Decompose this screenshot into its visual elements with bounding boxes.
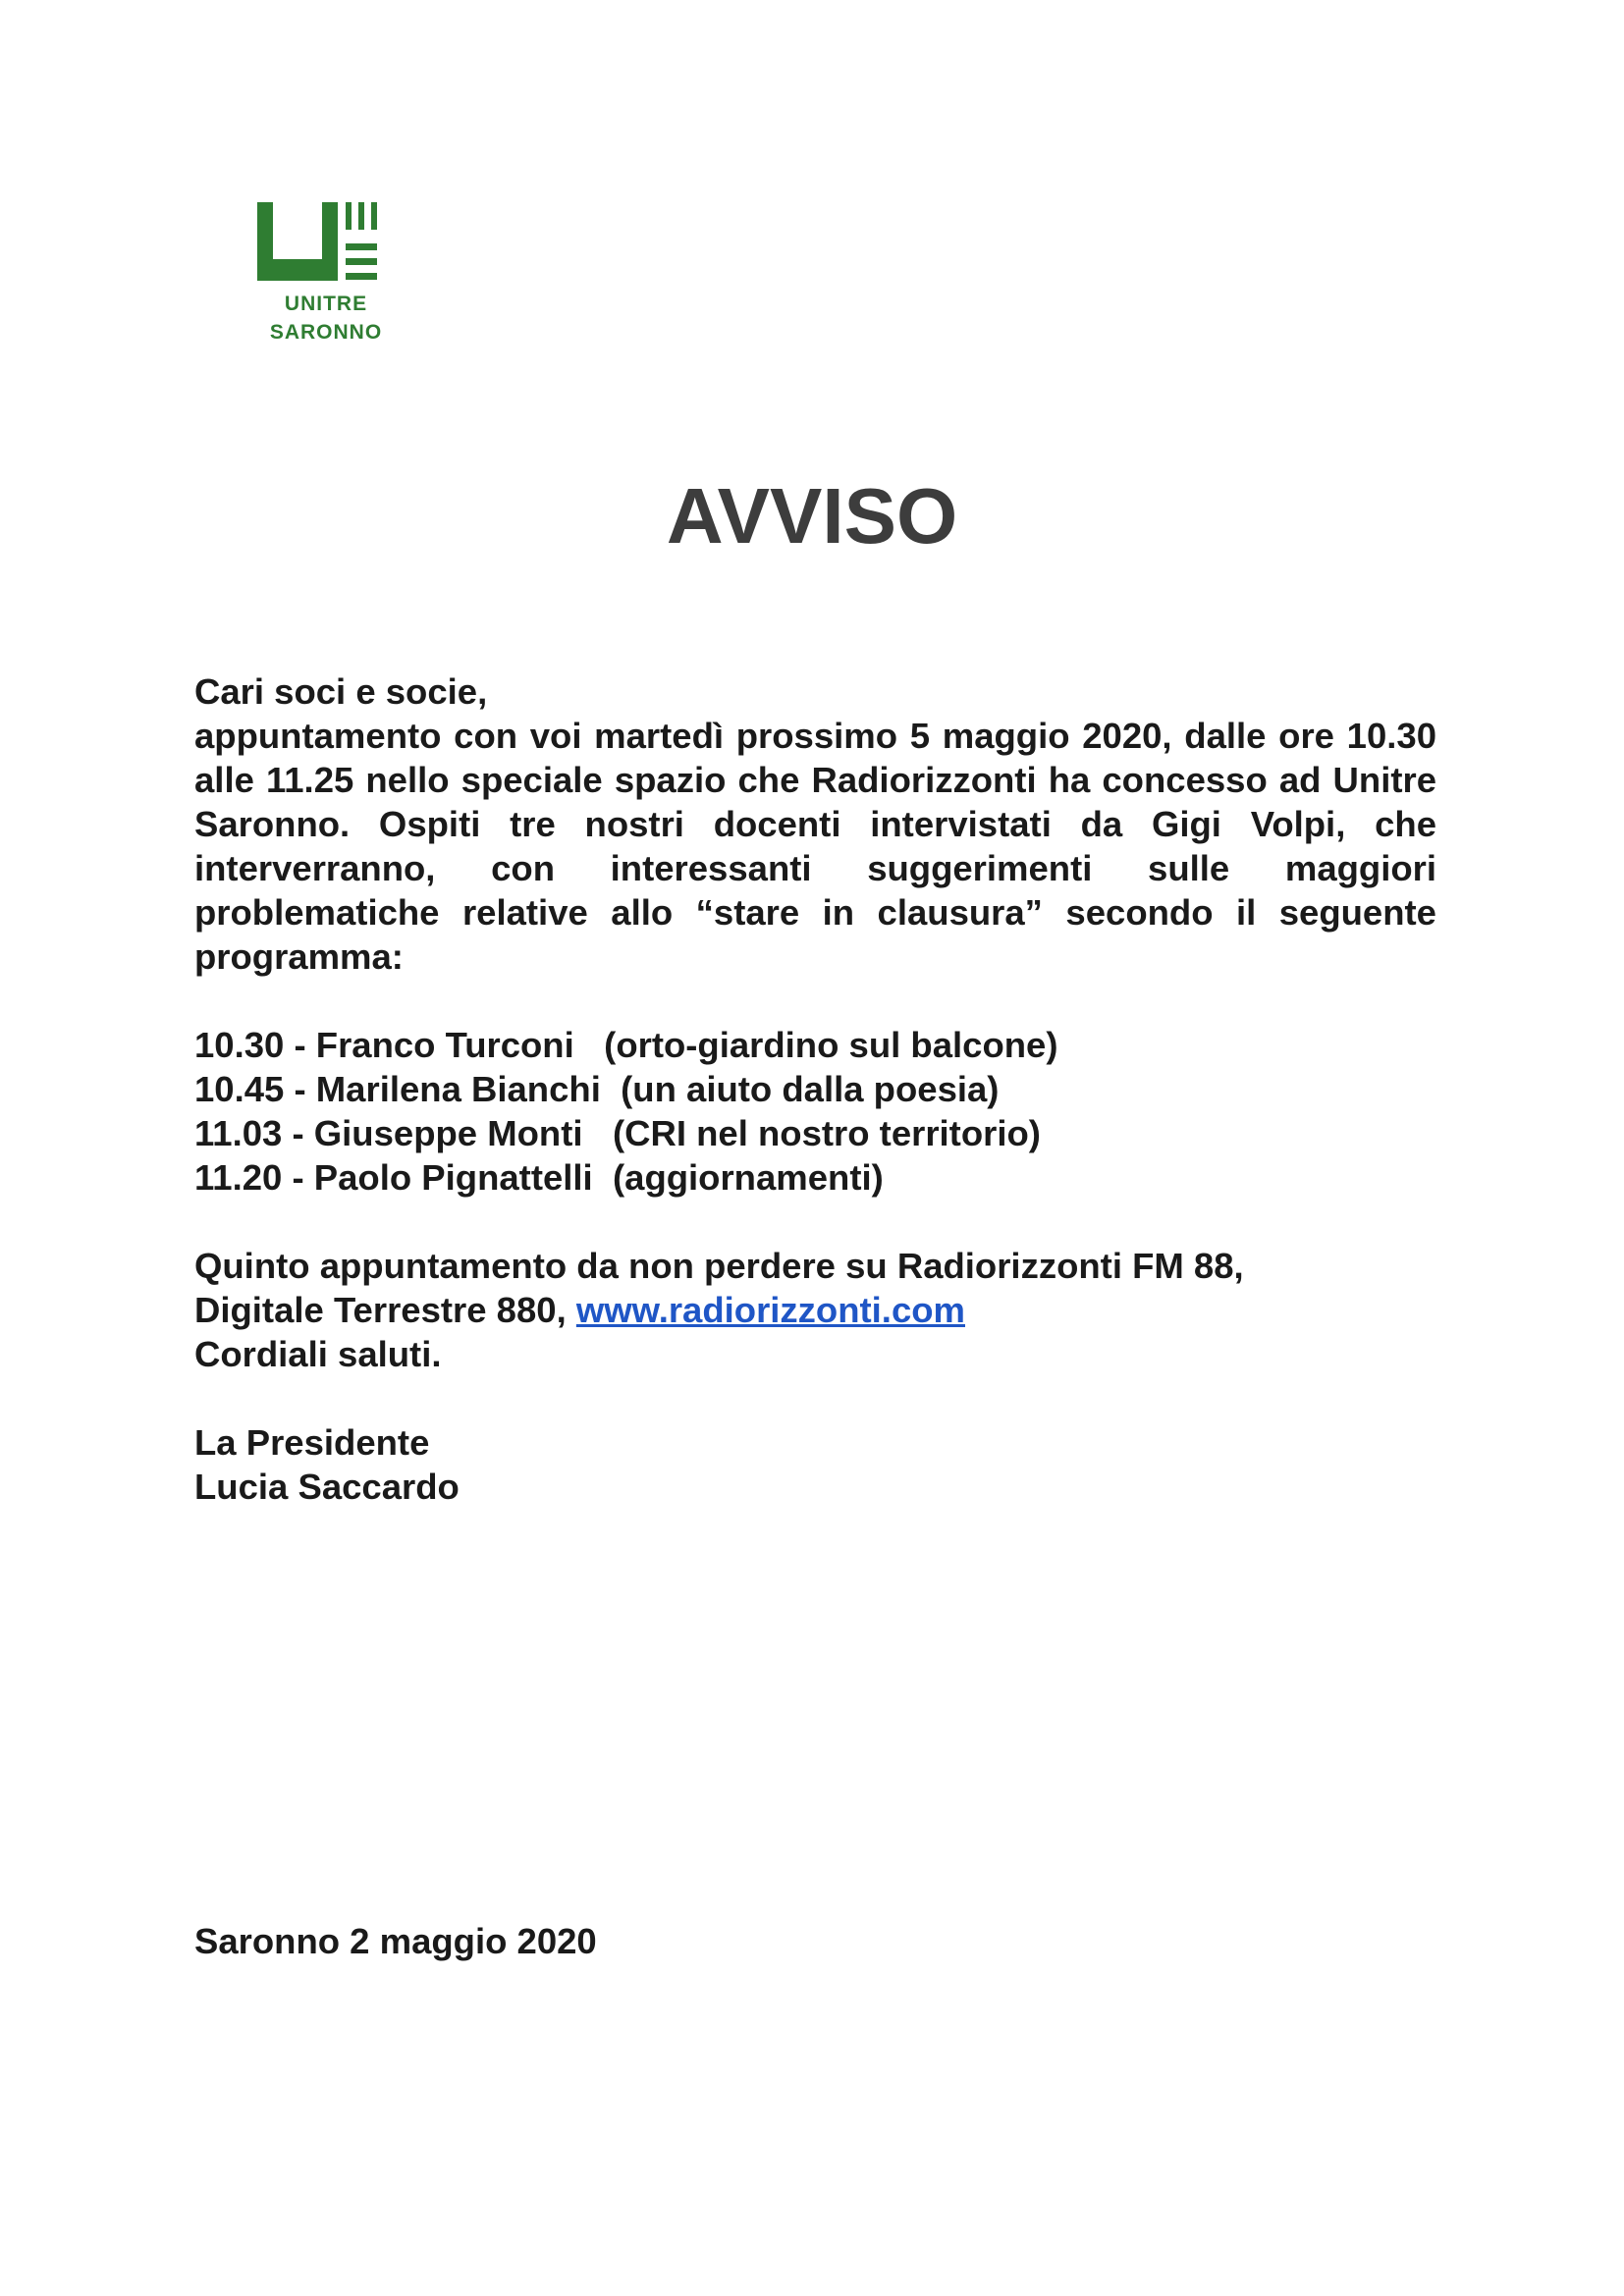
signature-role: La Presidente (194, 1422, 430, 1463)
logo-text-unitre: UNITRE (284, 293, 368, 315)
document-date: Saronno 2 maggio 2020 (194, 1921, 597, 1961)
unitre-logo (257, 202, 395, 349)
closing-line-2: Digitale Terrestre 880, www.radiorizzonti.com (194, 1290, 965, 1330)
page-title: AVVISO (666, 472, 958, 560)
schedule-item: 11.20 - Paolo Pignattelli (aggiornamenti) (194, 1157, 884, 1198)
greeting: Cari soci e socie, (194, 671, 488, 712)
unitre-logo-icon (257, 202, 395, 291)
notice-body (194, 669, 1436, 1509)
spacer (194, 1200, 1436, 1244)
intro-paragraph: appuntamento con voi martedì prossimo 5 maggio 2020, dalle ore 10.30 alle 11.25 nello speciale spazio che Radiorizzonti ha concesso ad Unitre Saronno. Ospiti tre nostri docenti intervistati da Gigi Volpi, che interverranno, con interessanti suggerimenti sulle maggiori problematiche relative allo “stare in clausura” secondo il seguente programma: (194, 716, 1436, 977)
closing-line-1: Quinto appuntamento da non perdere su Radiorizzonti FM 88, (194, 1246, 1244, 1286)
schedule-list (194, 1023, 1436, 1200)
spacer (194, 979, 1436, 1023)
radiorizzonti-link[interactable]: www.radiorizzonti.com (575, 1290, 965, 1330)
schedule-item: 11.03 - Giuseppe Monti (CRI nel nostro territorio) (194, 1113, 1041, 1153)
signature-name: Lucia Saccardo (194, 1467, 460, 1507)
closing-line-3: Cordiali saluti. (194, 1334, 442, 1374)
schedule-item: 10.45 - Marilena Bianchi (un aiuto dalla poesia) (194, 1069, 1000, 1109)
spacer (194, 1376, 1436, 1420)
logo-text-saronno: SARONNO (269, 321, 383, 344)
schedule-item: 10.30 - Franco Turconi (orto-giardino sul balcone) (194, 1025, 1058, 1065)
